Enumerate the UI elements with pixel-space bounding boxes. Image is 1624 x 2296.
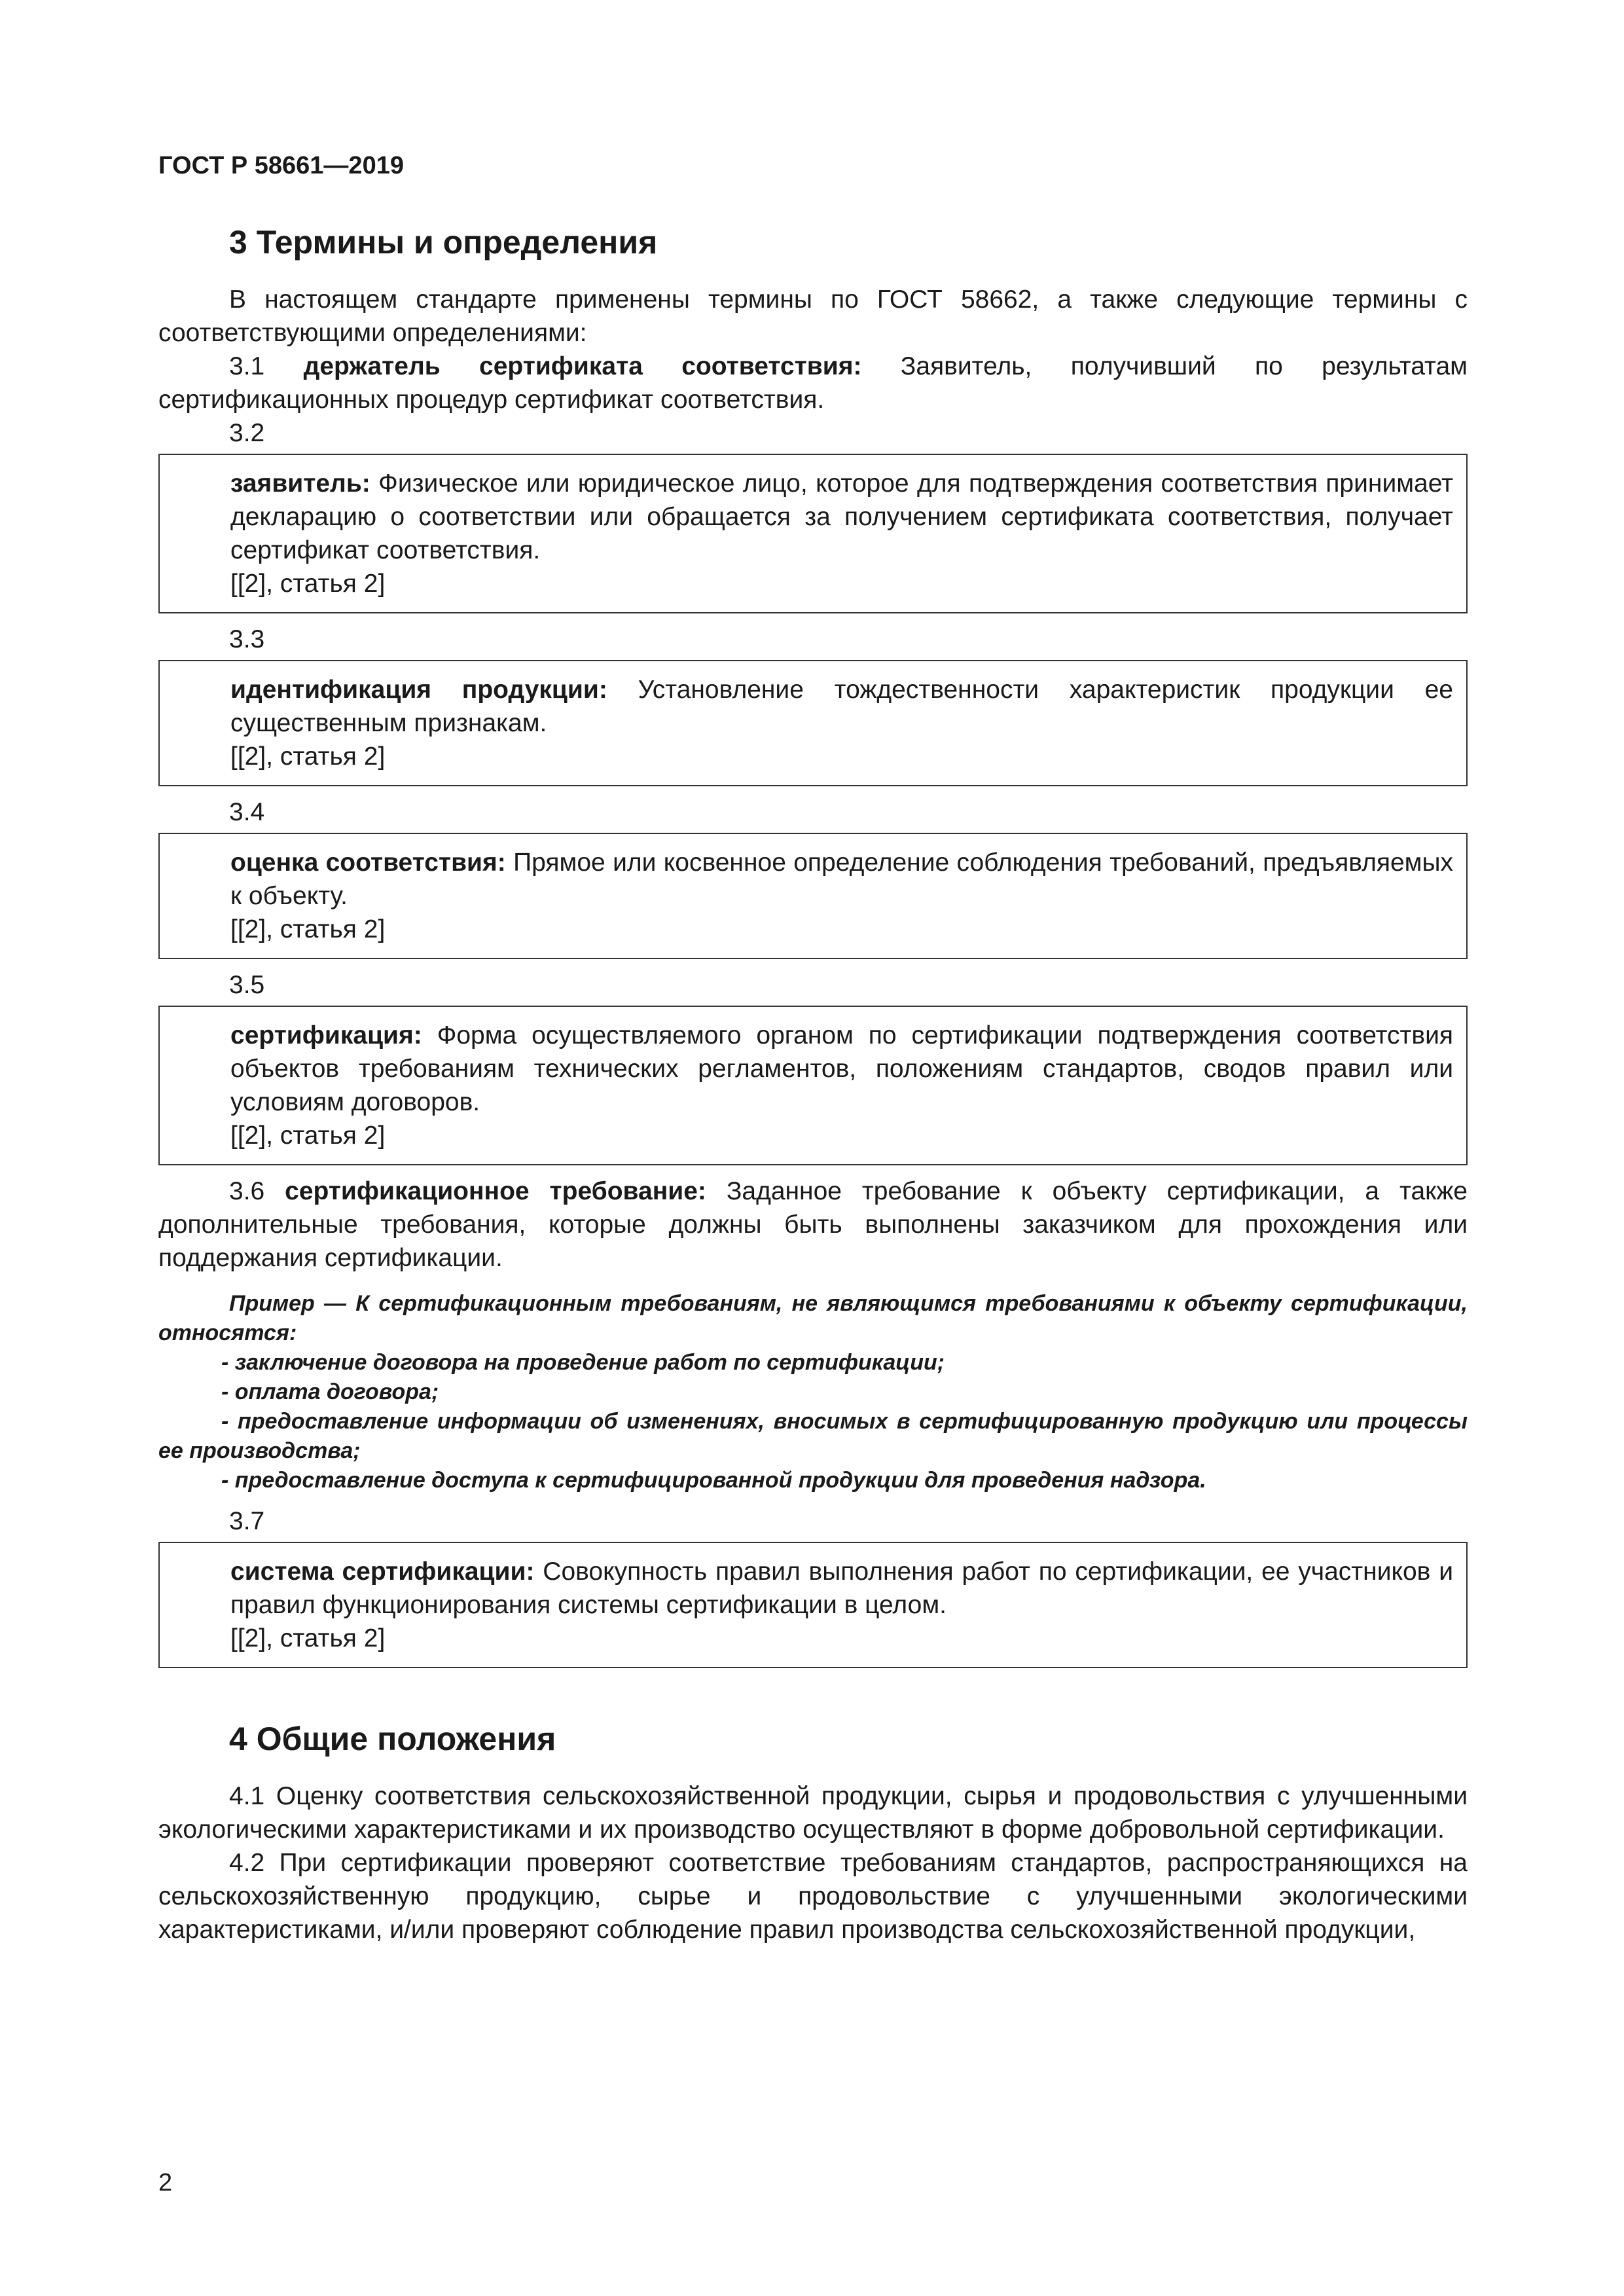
term-text <box>230 1019 1453 1119</box>
term-definition: Прямое или косвенное определение соблюдения требований, предъявляемых к объекту. <box>230 848 1453 910</box>
term-box-3-4 <box>158 833 1468 959</box>
example-item: - оплата договора; <box>221 1379 439 1404</box>
term-name: держатель сертификата соответствия: <box>303 352 862 380</box>
example-intro: Пример — К сертификационным требованиям, не являющимся требованиями к объекту сертификации, относятся: <box>158 1291 1468 1345</box>
term-text <box>230 1555 1453 1622</box>
term-name: оценка соответствия: <box>230 848 506 877</box>
term-name: система сертификации: <box>230 1558 535 1586</box>
term-source: [[2], статья 2] <box>230 570 386 598</box>
term-number: 3.6 <box>229 1177 265 1205</box>
term-box-3-3 <box>158 660 1468 786</box>
term-box-3-5 <box>158 1006 1468 1165</box>
term-number-3-7: 3.7 <box>229 1507 265 1535</box>
page-content <box>158 210 1468 1946</box>
term-definition: Физическое или юридическое лицо, которое для подтверждения соответствия принимает декларацию о соответствии или обращается за получением сертификата соответствия, получает сертификат соответствия. <box>230 469 1453 564</box>
example-item: - предоставление информации об изменениях, вносимых в сертифицированную продукцию или процессы ее производства; <box>158 1409 1468 1463</box>
term-source: [[2], статья 2] <box>230 915 386 943</box>
clause-4-1: 4.1 Оценку соответствия сельскохозяйственной продукции, сырья и продовольствия с улучшенными экологическими характеристиками и их производство осуществляют в форме добровольной сертификации. <box>158 1782 1468 1844</box>
standard-header: ГОСТ Р 58661—2019 <box>158 152 404 179</box>
term-name: сертификация: <box>230 1021 422 1049</box>
term-number: 3.1 <box>229 352 265 380</box>
term-name: сертификационное требование: <box>285 1177 706 1205</box>
term-text <box>230 467 1453 567</box>
term-3-6 <box>158 1175 1468 1275</box>
term-number-3-4: 3.4 <box>229 798 265 826</box>
term-name: идентификация продукции: <box>230 676 607 704</box>
section-4-title: 4 Общие положения <box>229 1721 556 1757</box>
term-number-3-5: 3.5 <box>229 971 265 999</box>
example-item: - заключение договора на проведение работ по сертификации; <box>221 1350 945 1375</box>
term-text <box>230 846 1453 913</box>
example-item: - предоставление доступа к сертифицированной продукции для проведения надзора. <box>221 1468 1206 1493</box>
page-number: 2 <box>158 2169 173 2196</box>
example-block <box>158 1289 1468 1495</box>
term-definition: Форма осуществляемого органом по сертификации подтверждения соответствия объектов требованиям технических регламентов, положениям стандартов, сводов правил или условиям договоров. <box>230 1021 1453 1116</box>
section-3-title: 3 Термины и определения <box>229 224 658 261</box>
term-source: [[2], статья 2] <box>230 1624 386 1652</box>
term-source: [[2], статья 2] <box>230 1121 386 1150</box>
term-text <box>230 673 1453 740</box>
term-number-3-3: 3.3 <box>229 625 265 653</box>
term-3-1 <box>158 350 1468 416</box>
term-definition: Совокупность правил выполнения работ по сертификации, ее участников и правил функционирования системы сертификации в целом. <box>230 1558 1453 1619</box>
term-definition: Установление тождественности характеристик продукции ее существенным признакам. <box>230 676 1453 737</box>
term-name: заявитель: <box>230 469 370 498</box>
term-source: [[2], статья 2] <box>230 742 386 771</box>
section-3-intro: В настоящем стандарте применены термины по ГОСТ 58662, а также следующие термины с соответствующими определениями: <box>158 285 1468 347</box>
term-definition: Заданное требование к объекту сертификации, а также дополнительные требования, которые должны быть выполнены заказчиком для прохождения или поддержания сертификации. <box>158 1177 1468 1272</box>
term-box-3-2 <box>158 454 1468 613</box>
term-number-3-2: 3.2 <box>229 419 265 447</box>
clause-4-2: 4.2 При сертификации проверяют соответствие требованиям стандартов, распространяющихся на сельскохозяйственную продукцию, сырье и продовольствие с улучшенными экологическими характеристиками, и/или проверяют соблюдение правил производства сельскохозяйственной продукции, <box>158 1849 1468 1944</box>
term-definition: Заявитель, получивший по результатам сертификационных процедур сертификат соответствия. <box>158 352 1468 414</box>
term-box-3-7 <box>158 1542 1468 1668</box>
